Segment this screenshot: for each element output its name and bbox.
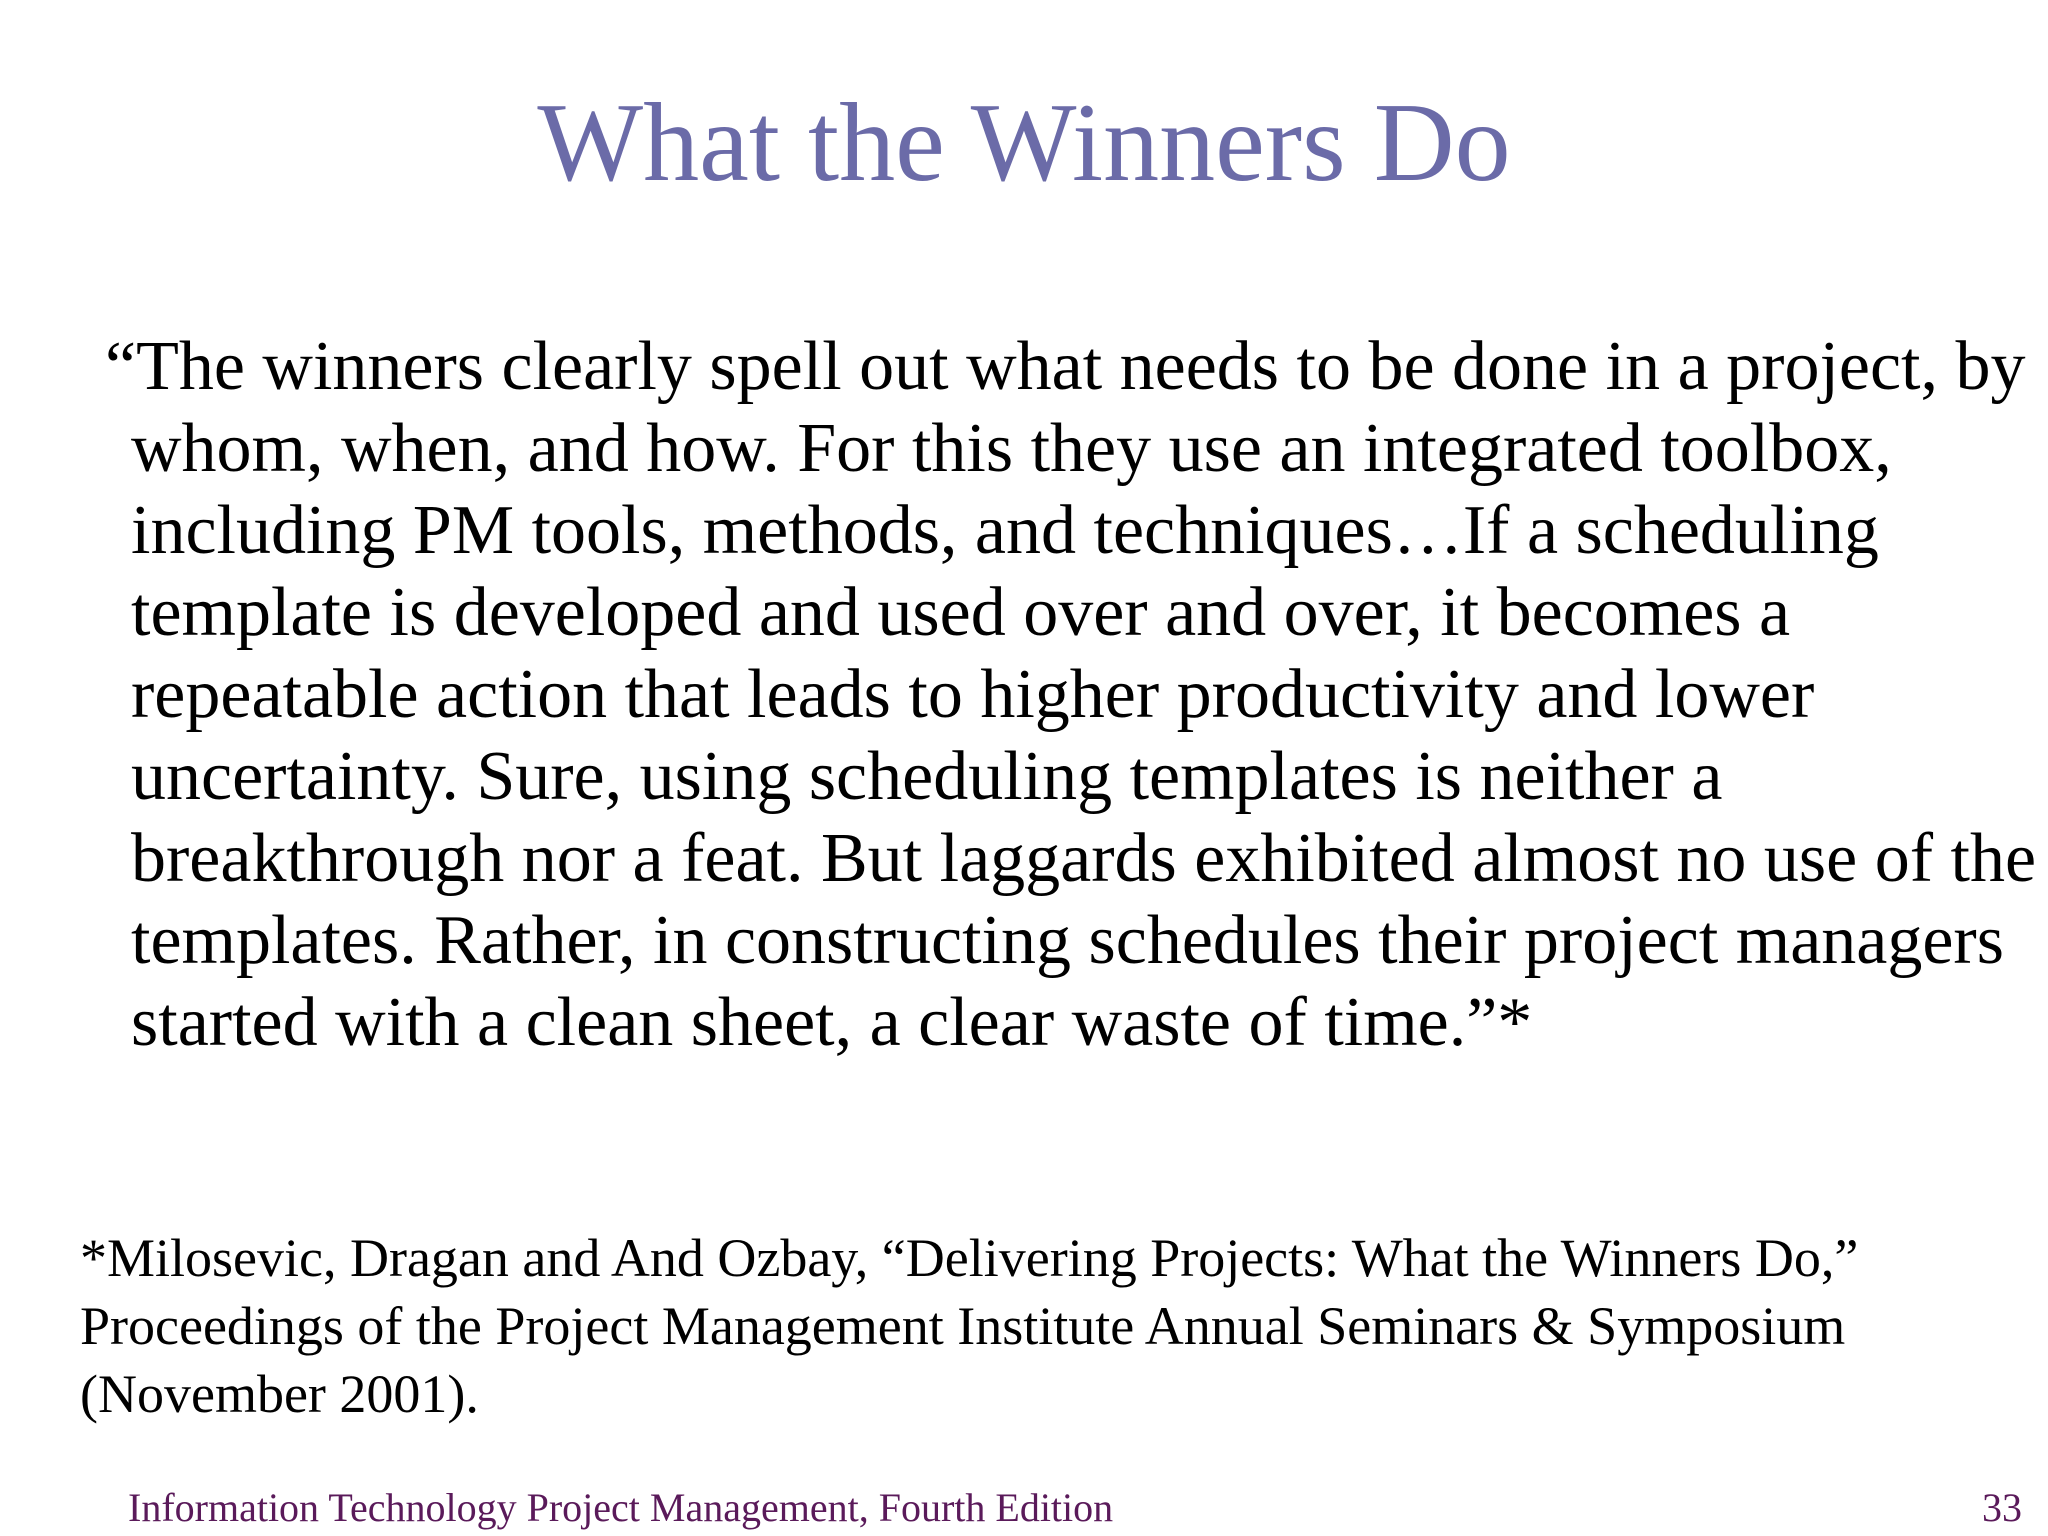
quote-line: templates. Rather, in constructing schedules their project managers <box>131 902 2004 979</box>
citation-block <box>80 1224 2000 1428</box>
slide-title: What the Winners Do <box>537 81 1511 205</box>
quote-line: whom, when, and how. For this they use an integrated toolbox, <box>131 410 1892 487</box>
quote-line: repeatable action that leads to higher productivity and lower <box>131 656 1815 733</box>
quote-line: started with a clean sheet, a clear waste of time.”* <box>131 984 1533 1061</box>
quote-block <box>105 326 2037 1064</box>
quote-line: uncertainty. Sure, using scheduling templates is neither a <box>131 738 1723 815</box>
citation-line: Proceedings of the Project Management Institute Annual Seminars & Symposium <box>80 1296 1846 1356</box>
footer-page-number: 33 <box>1982 1485 2022 1530</box>
quote-line: template is developed and used over and over, it becomes a <box>131 574 1791 651</box>
footer-book-title: Information Technology Project Management, Fourth Edition <box>128 1485 1114 1530</box>
quote-line: breakthrough nor a feat. But laggards exhibited almost no use of the <box>131 820 2037 897</box>
citation-line: *Milosevic, Dragan and And Ozbay, “Delivering Projects: What the Winners Do,” <box>80 1228 1859 1288</box>
quote-line: “The winners clearly spell out what needs to be done in a project, by <box>105 328 2026 405</box>
citation-line: (November 2001). <box>80 1364 479 1424</box>
quote-line: including PM tools, methods, and techniques…If a scheduling <box>131 492 1879 569</box>
